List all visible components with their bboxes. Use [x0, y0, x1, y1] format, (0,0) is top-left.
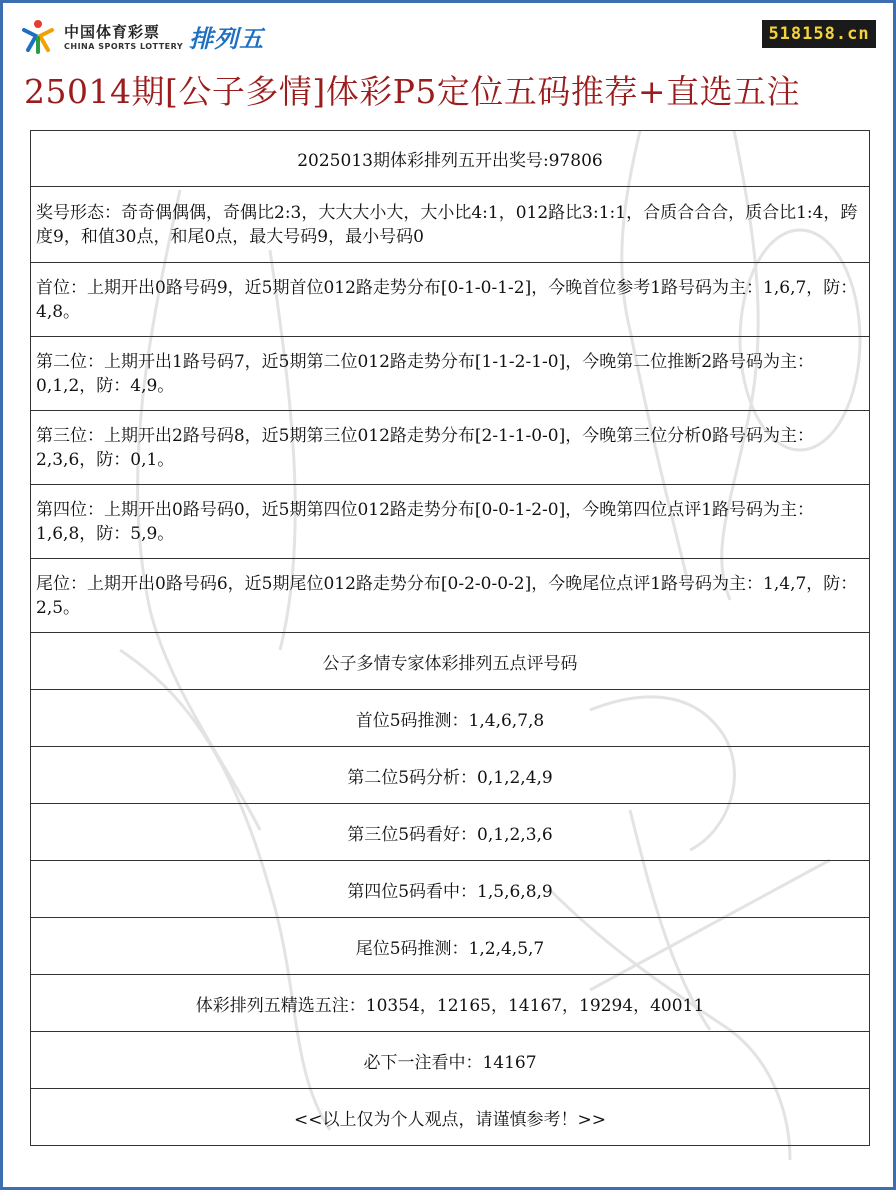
single-bet: 必下一注看中：14167	[31, 1032, 870, 1089]
table-row	[31, 690, 870, 747]
page-title: 25014期[公子多情]体彩P5定位五码推荐+直选五注	[24, 72, 801, 111]
table-row	[31, 1089, 870, 1146]
table-row	[31, 131, 870, 187]
table-row	[31, 804, 870, 861]
table-row	[31, 187, 870, 263]
table-row	[31, 337, 870, 411]
position-3-analysis: 第三位：上期开出2路号码8，近5期第三位012路走势分布[2-1-1-0-0]，今晚第三位分析0路号码为主：2,3,6，防：0,1。	[31, 411, 870, 485]
logo-cn: 中国体育彩票	[64, 23, 161, 41]
table-row	[31, 485, 870, 559]
position-1-analysis: 首位：上期开出0路号码9，近5期首位012路走势分布[0-1-0-1-2]，今晚首位参考1路号码为主：1,6,7，防：4,8。	[31, 263, 870, 337]
table-row	[31, 411, 870, 485]
table-row	[31, 975, 870, 1032]
table-row	[31, 918, 870, 975]
expert-section-heading: 公子多情专家体彩排列五点评号码	[31, 633, 870, 690]
number-pattern: 奖号形态：奇奇偶偶偶，奇偶比2:3，大大大小大，大小比4:1，012路比3:1:1，合质合合合，质合比1:4，跨度9，和值30点，和尾0点，最大号码9，最小号码0	[31, 187, 870, 263]
position-4-picks: 第四位5码看中：1,5,6,8,9	[31, 861, 870, 918]
logo-game-name: 排列五	[189, 24, 265, 53]
lottery-star-icon	[18, 16, 58, 56]
disclaimer: <<以上仅为个人观点，请谨慎参考！>>	[31, 1089, 870, 1146]
position-4-analysis: 第四位：上期开出0路号码0，近5期第四位012路走势分布[0-0-1-2-0]，今晚第四位点评1路号码为主：1,6,8，防：5,9。	[31, 485, 870, 559]
table-row	[31, 263, 870, 337]
position-2-analysis: 第二位：上期开出1路号码7，近5期第二位012路走势分布[1-1-2-1-0]，今晚第二位推断2路号码为主：0,1,2，防：4,9。	[31, 337, 870, 411]
logo-en: CHINA SPORTS LOTTERY	[64, 42, 184, 51]
last-draw-result: 2025013期体彩排列五开出奖号:97806	[31, 131, 870, 187]
table-row	[31, 633, 870, 690]
position-3-picks: 第三位5码看好：0,1,2,3,6	[31, 804, 870, 861]
position-2-picks: 第二位5码分析：0,1,2,4,9	[31, 747, 870, 804]
header	[0, 0, 896, 130]
lottery-logo	[18, 16, 264, 56]
recommendation-table	[30, 130, 870, 1146]
table-row	[31, 747, 870, 804]
position-5-picks: 尾位5码推测：1,2,4,5,7	[31, 918, 870, 975]
position-1-picks: 首位5码推测：1,4,6,7,8	[31, 690, 870, 747]
logo-text	[64, 21, 183, 51]
position-5-analysis: 尾位：上期开出0路号码6，近5期尾位012路走势分布[0-2-0-0-2]，今晚尾位点评1路号码为主：1,4,7，防：2,5。	[31, 559, 870, 633]
five-bets: 体彩排列五精选五注：10354，12165，14167，19294，40011	[31, 975, 870, 1032]
site-badge[interactable]: 518158.cn	[762, 20, 876, 48]
table-row	[31, 861, 870, 918]
table-row	[31, 559, 870, 633]
table-row	[31, 1032, 870, 1089]
